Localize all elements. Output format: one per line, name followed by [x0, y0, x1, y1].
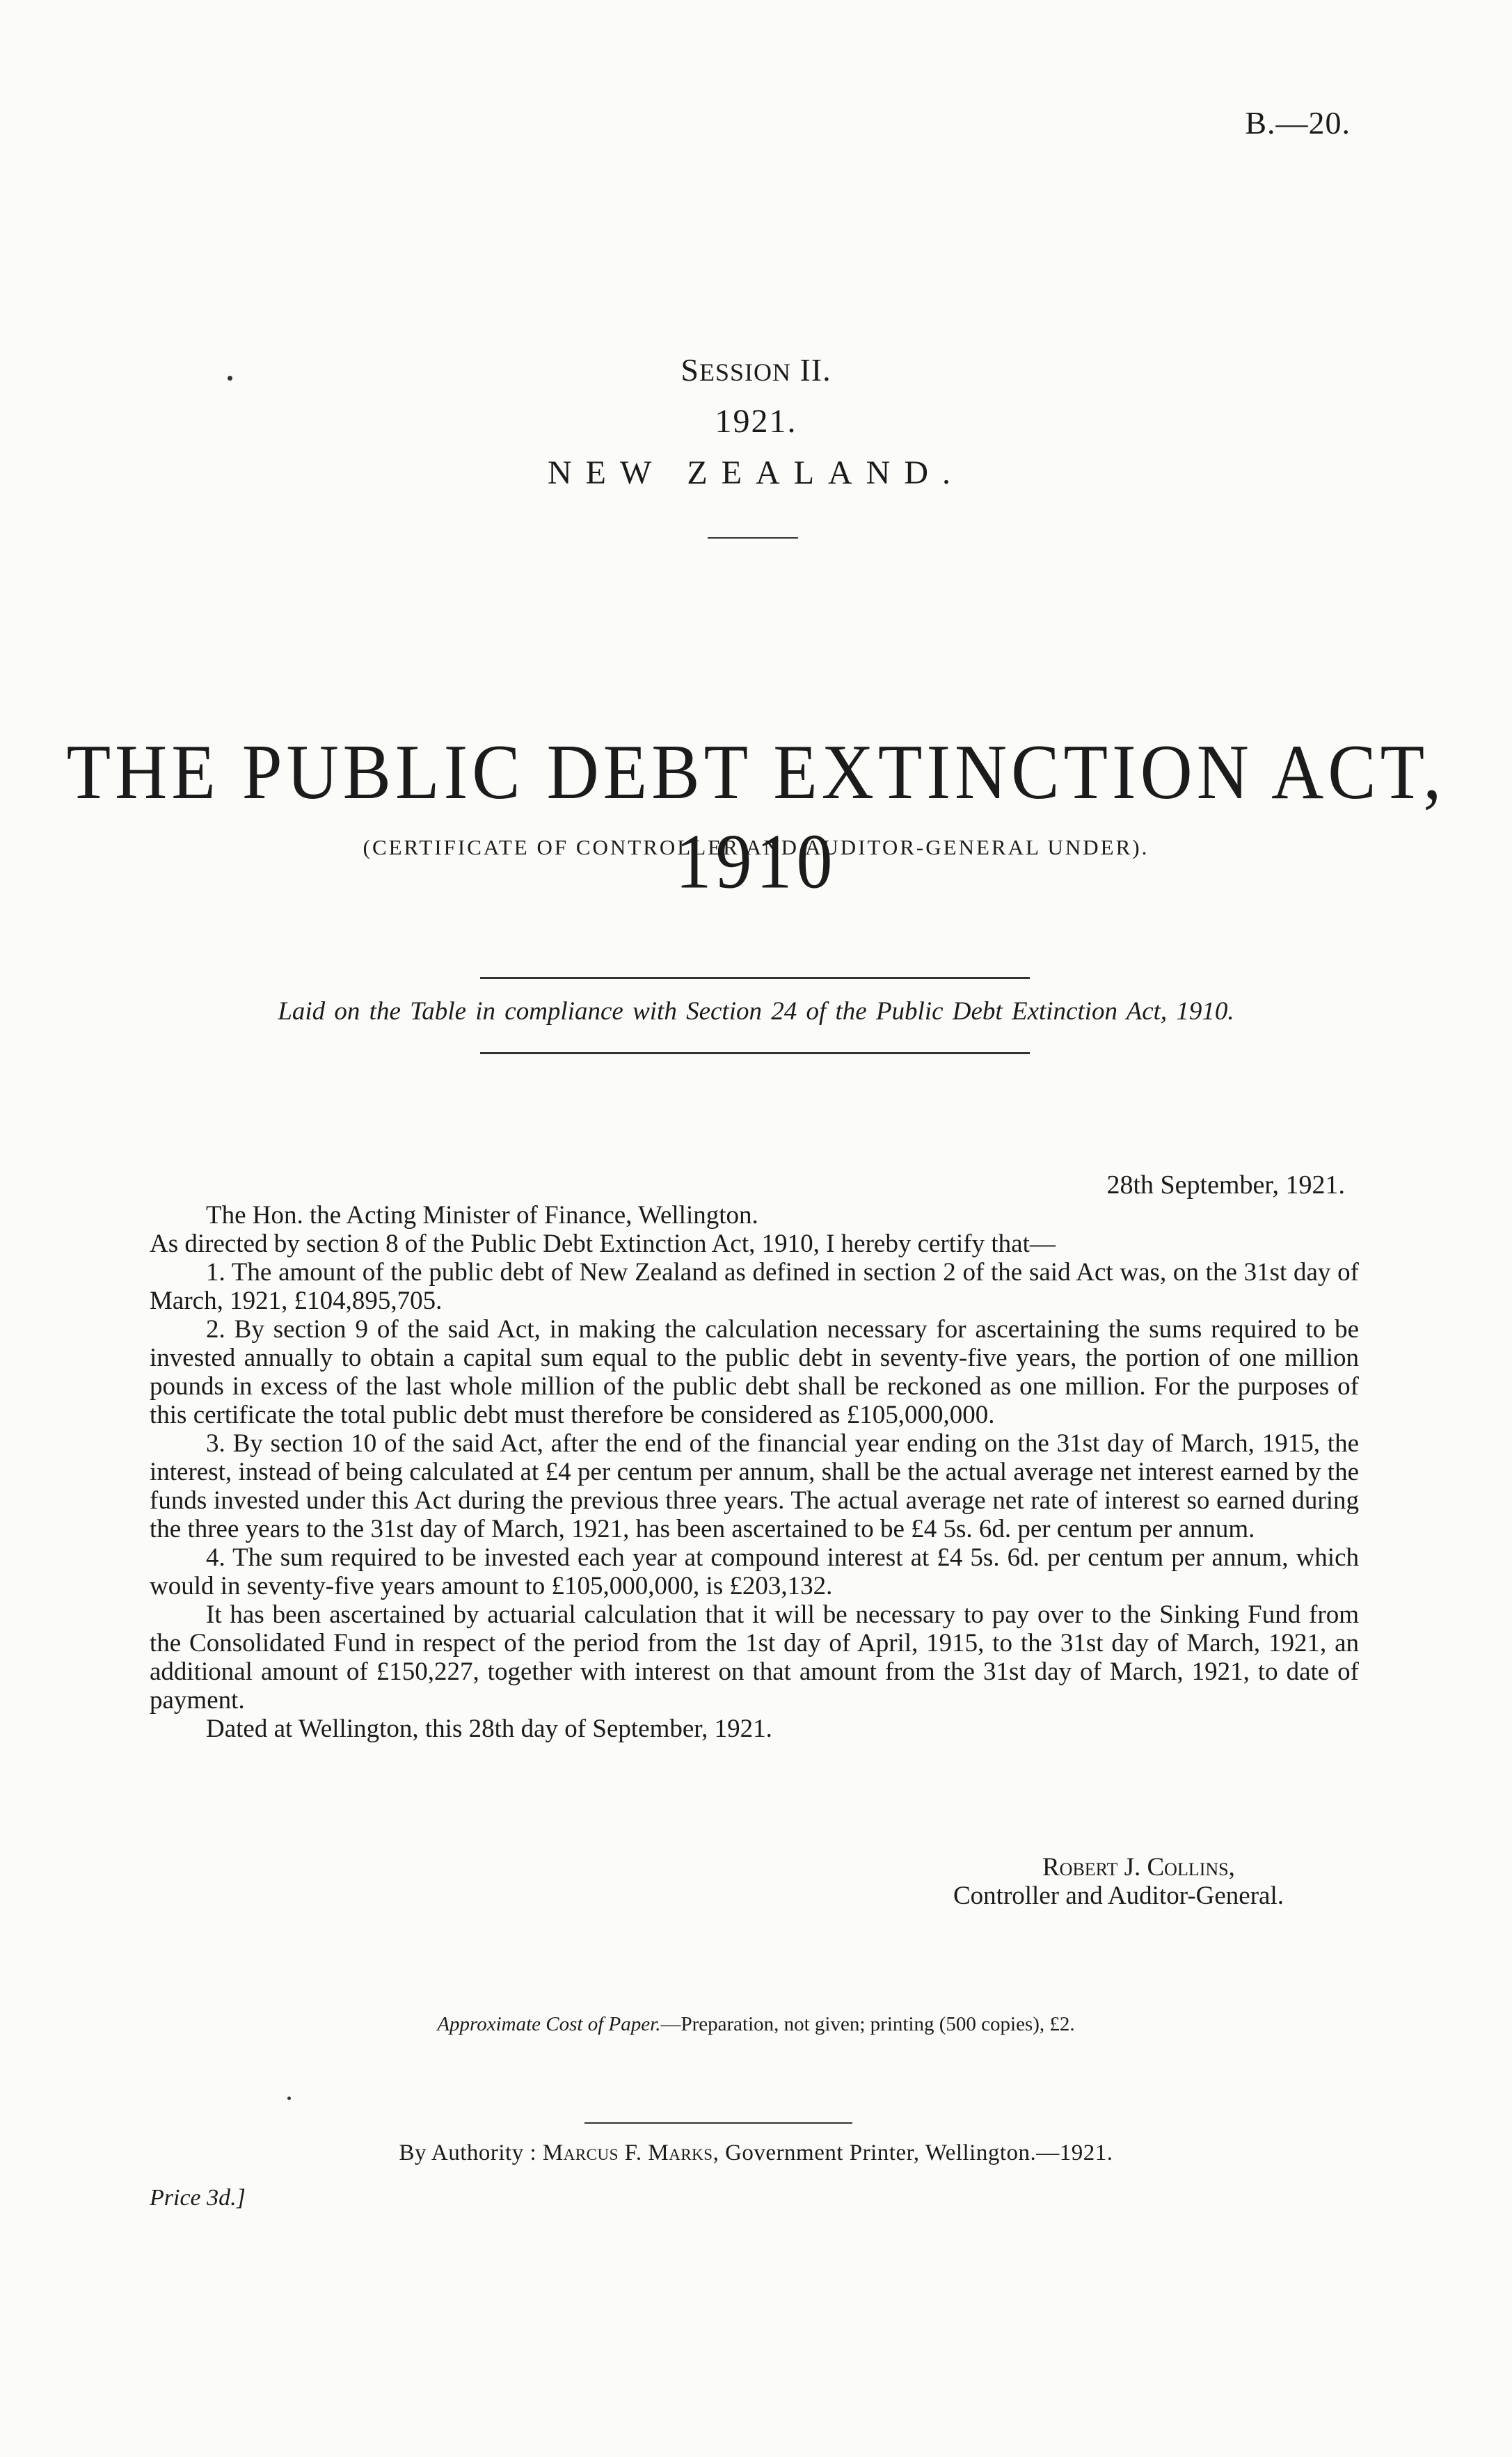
stray-mark: [287, 2097, 291, 2100]
paragraph-3: 3. By section 10 of the said Act, after the end of the financial year ending on the 31st day of March, 1915, the interest, instead of being calculated at £4 per centum per annum, shall be the actual average net interest earned by the funds invested under this Act during the previous three years. The actual average net rate of interest so earned during the three years to the 31st day of March, 1921, has been ascertained to be £4 5s. 6d. per centum per annum.: [150, 1429, 1359, 1543]
cost-note: [0, 2013, 1512, 2036]
paragraph-4: 4. The sum required to be invested each year at compound interest at £4 5s. 6d. per centum per annum, which would in seventy-five years amount to £105,000,000, is £203,132.: [150, 1543, 1359, 1600]
printer-authority: [0, 2140, 1512, 2166]
paragraph-1: 1. The amount of the public debt of New Zealand as defined in section 2 of the said Act was, on the 31st day of March, 1921, £104,895,705.: [150, 1258, 1359, 1315]
laid-on-table-note: Laid on the Table in compliance with Section 24 of the Public Debt Extinction Act, 1910.: [278, 997, 1234, 1026]
session-word: ESSION: [699, 358, 791, 386]
addressee: The Hon. the Acting Minister of Finance, Wellington.: [206, 1201, 758, 1230]
printer-name: Marcus F. Marks: [542, 2140, 713, 2165]
divider-top: [480, 977, 1030, 979]
letter-body: [150, 1201, 1359, 1743]
signature-block: [953, 1853, 1343, 1910]
letter-date: 28th September, 1921.: [1106, 1170, 1345, 1200]
paragraph-5: It has been ascertained by actuarial calculation that it will be necessary to pay over to the Sinking Fund from the Consolidated Fund in respect of the period from the 1st day of April, 1915, to the 31st day of March, 1921, an additional amount of £150,227, together with interest on that amount from the 31st day of March, 1921, to date of payment.: [150, 1600, 1359, 1715]
signatory-name: Robert J. Collins,: [1042, 1853, 1235, 1882]
document-subtitle: (CERTIFICATE OF CONTROLLER AND AUDITOR-GENERAL UNDER).: [363, 835, 1149, 859]
dated-line: Dated at Wellington, this 28th day of September, 1921.: [206, 1715, 772, 1743]
cost-text: —Preparation, not given; printing (500 copies), £2.: [660, 2013, 1075, 2035]
session-line: [0, 351, 1512, 388]
session-number: II.: [799, 352, 831, 388]
paragraph-2: 2. By section 9 of the said Act, in making the calculation necessary for ascertaining the sums required to be invested annually to obtain a capital sum equal to the public debt in seventy-five years, the portion of one million pounds in excess of the last whole million of the public debt shall be reckoned as one million. For the purposes of this certificate the total public debt must therefore be considered as £105,000,000.: [150, 1315, 1359, 1429]
divider-footer: [584, 2122, 852, 2124]
signatory-title: Controller and Auditor-General.: [953, 1882, 1284, 1910]
session-prefix: S: [681, 352, 699, 388]
cost-label: Approximate Cost of Paper.: [437, 2013, 661, 2035]
divider-bottom: [480, 1052, 1030, 1054]
divider-short: [708, 537, 798, 539]
printer-details: , Government Printer, Wellington.—1921.: [713, 2140, 1113, 2165]
country-name: NEW ZEALAND.: [547, 454, 965, 491]
intro-paragraph: As directed by section 8 of the Public Debt Extinction Act, 1910, I hereby certify that—: [150, 1230, 1056, 1258]
price-note: Price 3d.]: [150, 2185, 246, 2211]
document-title: THE PUBLIC DEBT EXTINCTION ACT, 1910: [66, 729, 1446, 905]
document-reference: B.—20.: [1245, 105, 1351, 141]
authority-prefix: By Authority :: [399, 2140, 537, 2165]
session-year: 1921.: [715, 403, 797, 440]
